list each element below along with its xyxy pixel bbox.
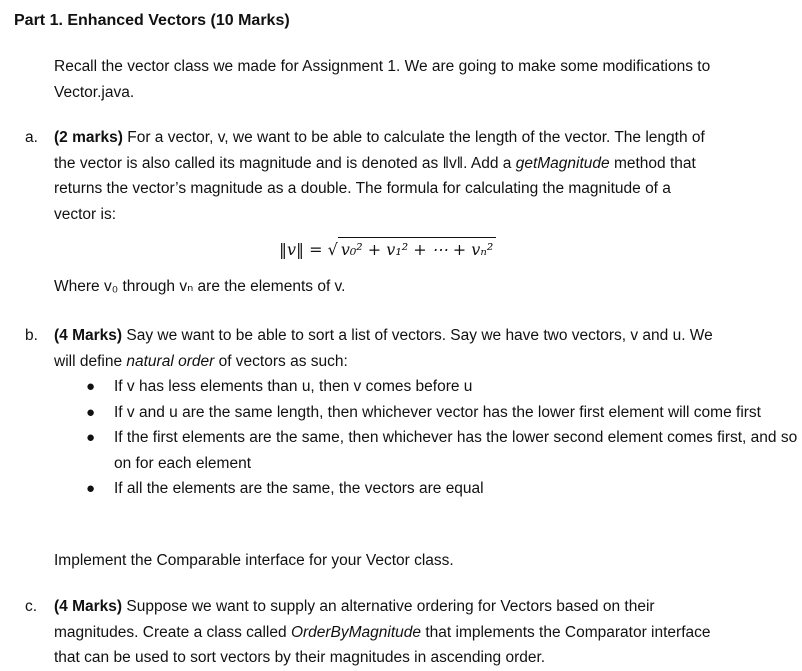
part-c-line-3: that can be used to sort vectors by their magnitudes in ascending order. [54, 649, 546, 666]
part-a-line-3: returns the vector’s magnitude as a double. The formula for calculating the magnitude of a [54, 180, 671, 197]
list-item-text: If v has less elements than u, then v comes before u [114, 378, 473, 395]
bullet-icon: ● [86, 378, 96, 395]
part-b-marks: (4 Marks) [54, 327, 123, 344]
part-c-marker: c. [25, 598, 38, 615]
bullet-icon: ● [86, 403, 96, 421]
part-a-where: Where v₀ through vₙ are the elements of v. [54, 278, 346, 295]
list-item [86, 374, 584, 400]
sqrt-symbol: √ [327, 240, 338, 259]
part-a-line-2-end: method that [609, 154, 696, 172]
class-name: OrderByMagnitude [290, 623, 422, 641]
list-item [86, 476, 764, 502]
part-b-line-2-start: will define [54, 352, 127, 370]
part-b-implement: Implement the Comparable interface for your Vector class. [54, 552, 454, 569]
formula-lhs: ‖v‖ = [279, 240, 328, 259]
bullet-icon: ● [86, 480, 96, 497]
part-a-marker: a. [25, 129, 38, 146]
part-b-line-2-end: of vectors as such: [214, 352, 348, 370]
part-b-marker: b. [25, 327, 38, 344]
list-item-text: If the first elements are the same, then whichever has the lower second element comes first, and so on for each element [114, 429, 798, 472]
part-a-line-4: vector is: [54, 205, 117, 223]
part-b-line-1-text: Say we want to be able to sort a list of vectors. Say we have two vectors, v and u. We [122, 327, 713, 344]
part-a-line-2-text: the vector is also called its magnitude and is denoted as ‖v‖. Add a [54, 154, 516, 172]
part-a-line-1 [54, 125, 784, 151]
part-a-marks: (2 marks) [54, 129, 123, 146]
method-name: getMagnitude [515, 154, 610, 172]
section-title: Part 1. Enhanced Vectors (10 Marks) [14, 12, 290, 29]
intro-paragraph [54, 54, 784, 105]
part-c-marks: (4 Marks) [54, 598, 123, 615]
part-c-line-1 [54, 594, 784, 620]
natural-order-term: natural order [126, 352, 215, 370]
part-c-paragraph [54, 594, 784, 671]
list-item [86, 425, 800, 476]
list-item-text: If v and u are the same length, then whichever vector has the lower first element will come first [114, 403, 761, 421]
magnitude-formula [279, 237, 496, 262]
part-c-line-1-text: Suppose we want to supply an alternative ordering for Vectors based on their [122, 598, 655, 615]
part-a-paragraph [54, 125, 784, 227]
list-item [86, 400, 764, 426]
part-a-line-1-text: For a vector, v, we want to be able to calculate the length of the vector. The length of [122, 129, 705, 146]
part-c-line-2 [54, 620, 784, 646]
list-item-text: If all the elements are the same, the vectors are equal [114, 480, 484, 497]
part-b-line-1 [54, 323, 784, 349]
part-c-line-2-end: that implements the Comparator interface [421, 623, 711, 641]
ordering-rules-list [86, 374, 798, 502]
part-b-line-2 [54, 349, 784, 375]
intro-line-1: Recall the vector class we made for Assignment 1. We are going to make some modifications to [54, 58, 711, 75]
formula-rhs: v₀² + v₁² + ⋯ + vₙ² [338, 237, 496, 262]
part-c-line-2-start: magnitudes. Create a class called [54, 623, 291, 641]
bullet-icon: ● [86, 429, 96, 446]
part-b-paragraph [54, 323, 784, 374]
intro-line-2: Vector.java. [54, 83, 135, 101]
part-a-line-2 [54, 151, 784, 177]
